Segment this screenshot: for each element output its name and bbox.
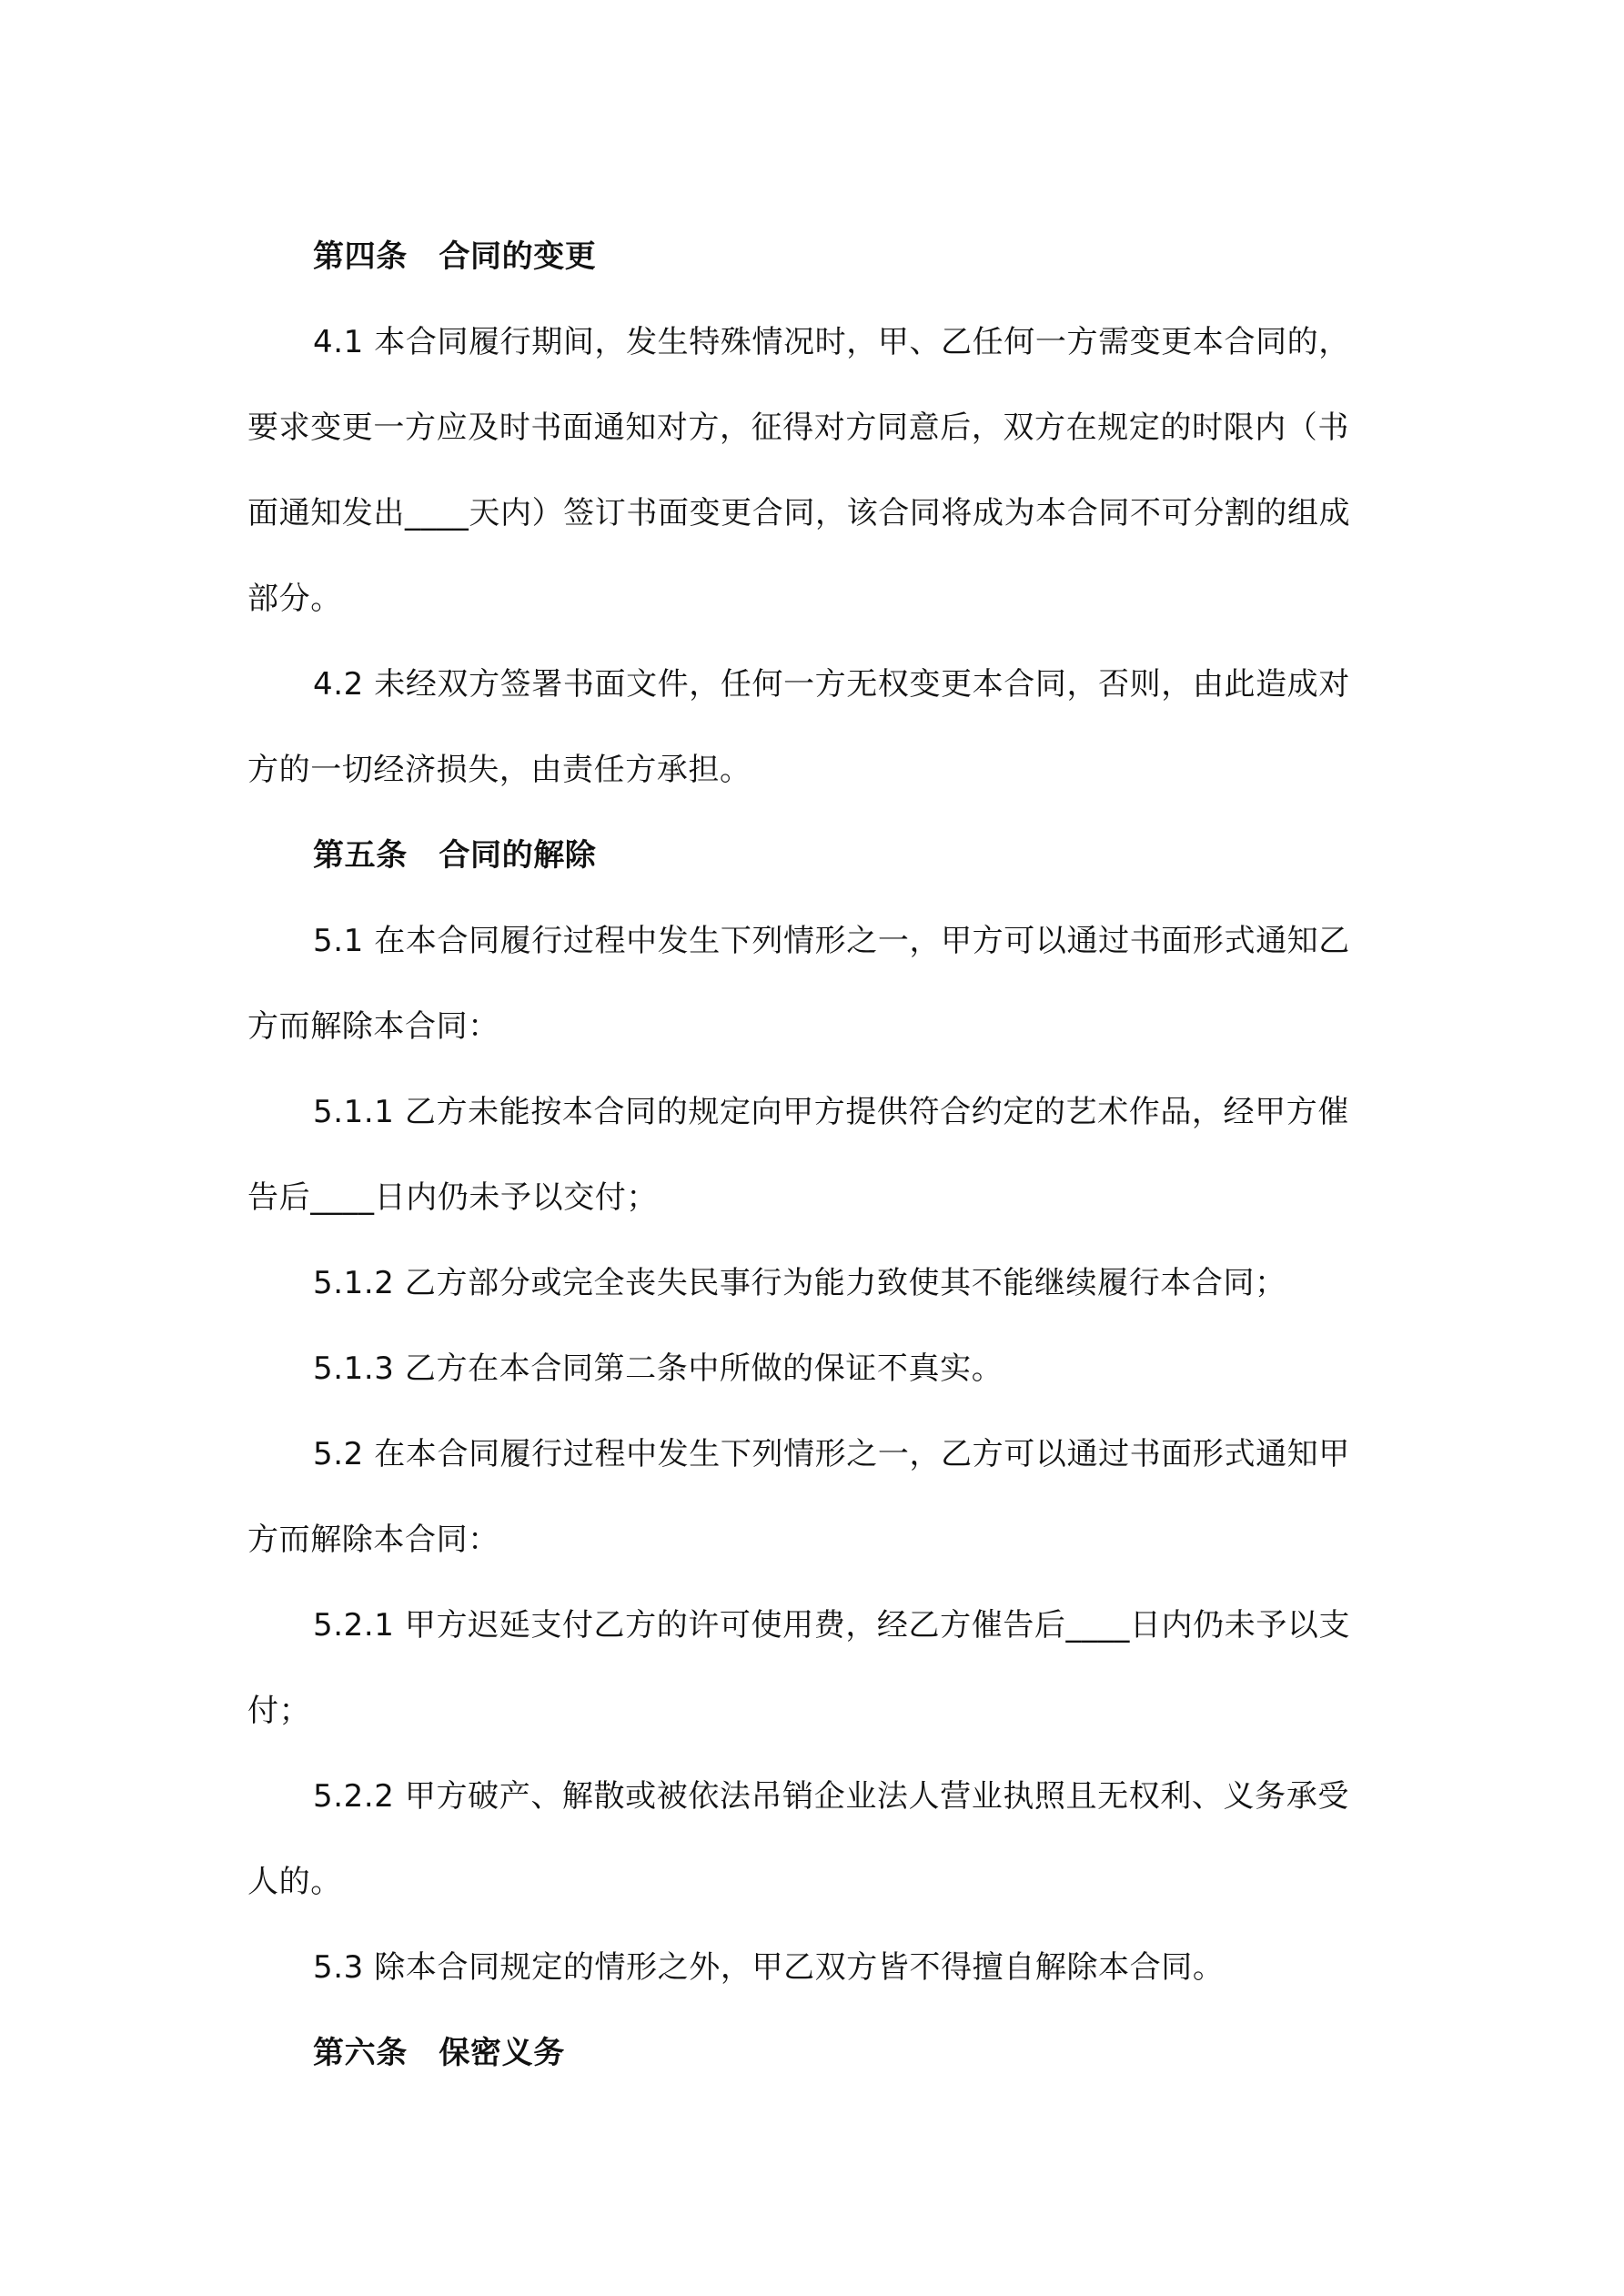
clause-5-2-line-2: 方而解除本合同： xyxy=(247,1522,499,1558)
clause-5-2-1-line-1: 5.2.1 甲方迟延支付乙方的许可使用费，经乙方催告后____日内仍未予以支 xyxy=(313,1607,1351,1644)
clause-5-1-1-line-1: 5.1.1 乙方未能按本合同的规定向甲方提供符合约定的艺术作品，经甲方催 xyxy=(313,1094,1349,1130)
clause-4-2-line-1: 4.2 未经双方签署书面文件，任何一方无权变更本合同，否则，由此造成对 xyxy=(313,666,1350,703)
article-4-heading: 第四条 合同的变更 xyxy=(313,238,597,275)
clause-4-1-line-3: 面通知发出____天内）签订书面变更合同，该合同将成为本合同不可分割的组成 xyxy=(247,495,1351,531)
clause-4-1-line-4: 部分。 xyxy=(247,581,342,617)
article-6-heading: 第六条 保密义务 xyxy=(313,2035,565,2071)
clause-5-2-1-line-2: 付； xyxy=(247,1693,311,1729)
clause-5-1-3: 5.1.3 乙方在本合同第二条中所做的保证不真实。 xyxy=(313,1350,1004,1387)
clause-5-2-2-line-1: 5.2.2 甲方破产、解散或被依法吊销企业法人营业执照且无权利、义务承受 xyxy=(313,1778,1349,1815)
document-page xyxy=(247,214,1397,2096)
clause-4-2-line-2: 方的一切经济损失，由责任方承担。 xyxy=(247,752,751,788)
clause-4-1-line-2: 要求变更一方应及时书面通知对方，征得对方同意后，双方在规定的时限内（书 xyxy=(247,410,1349,446)
clause-5-1-1-line-2: 告后____日内仍未予以交付； xyxy=(247,1179,658,1216)
clause-5-3: 5.3 除本合同规定的情形之外，甲乙双方皆不得擅自解除本合同。 xyxy=(313,1949,1225,1986)
clause-5-1-line-2: 方而解除本合同： xyxy=(247,1008,499,1045)
clause-5-2-2-line-2: 人的。 xyxy=(247,1864,342,1900)
clause-5-1-line-1: 5.1 在本合同履行过程中发生下列情形之一，甲方可以通过书面形式通知乙 xyxy=(313,923,1350,959)
clause-5-1-2: 5.1.2 乙方部分或完全丧失民事行为能力致使其不能继续履行本合同； xyxy=(313,1265,1286,1301)
clause-5-2-line-1: 5.2 在本合同履行过程中发生下列情形之一，乙方可以通过书面形式通知甲 xyxy=(313,1436,1350,1472)
clause-4-1-line-1: 4.1 本合同履行期间，发生特殊情况时，甲、乙任何一方需变更本合同的， xyxy=(313,324,1350,360)
article-5-heading: 第五条 合同的解除 xyxy=(313,837,597,874)
